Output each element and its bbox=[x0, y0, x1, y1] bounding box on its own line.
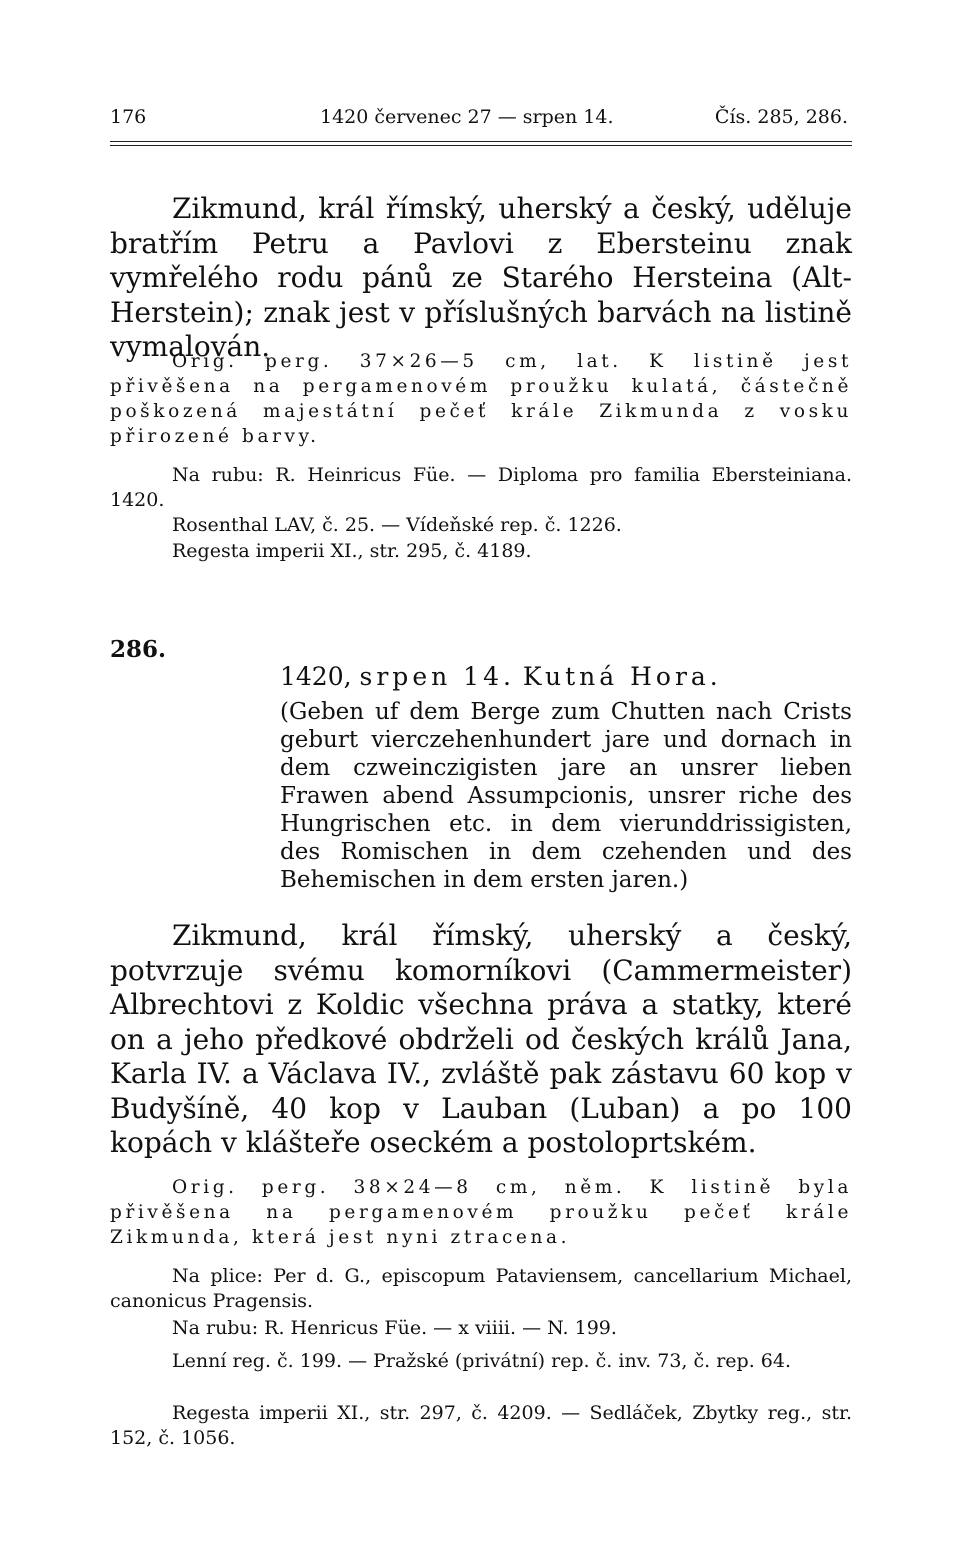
header-rule-bottom bbox=[110, 145, 852, 146]
dateline-year: 1420, bbox=[280, 662, 352, 691]
dateline-place: Kutná Hora. bbox=[522, 662, 722, 691]
doc285-summary: Zikmund, král římský, uherský a český, uděluje bratřím Petru a Pavlovi z Ebersteinu znak vymřelého rodu pánů ze Starého Hersteina (Alt-Herstein); znak jest v příslušných barvách na listině vymalován. bbox=[110, 192, 852, 363]
doc285-note-1: Na rubu: R. Heinricus Füe. — Diploma pro familia Ebersteiniana. 1420. bbox=[110, 464, 852, 511]
doc286-summary: Zikmund, král římský, uherský a český, potvrzuje svému komorníkovi (Cammermeister) Albrechtovi z Koldic všechna práva a statky, které on a jeho předkové obdrželi od českých králů Jana, Karla IV. a Václava IV., zvláště pak zástavu 60 kop v Budyšíně, 40 kop v Lauban (Luban) a po 100 kopách v klášteře oseckém a postoloprtském. bbox=[110, 919, 852, 1159]
header-rule-top bbox=[110, 141, 852, 142]
doc286-original-text: (Geben uf dem Berge zum Chutten nach Crists geburt vierczehenhundert jare und dornach in dem czweinczigisten jare an unsrer lieben Frawen abend Assumpcionis, unsrer riche des Hungrischen etc. in dem vierunddrissigisten, des Romischen in dem czehenden und des Behemischen in dem ersten jaren.) bbox=[280, 699, 852, 893]
running-head-date-range: 1420 červenec 27 — srpen 14. bbox=[320, 106, 614, 128]
document-page bbox=[110, 0, 852, 1543]
running-head bbox=[110, 102, 852, 136]
doc286-number: 286. bbox=[110, 636, 167, 663]
dateline-month-day: srpen 14. bbox=[359, 662, 515, 691]
doc285-note-2: Rosenthal LAV, č. 25. — Vídeňské rep. č. 1226. bbox=[172, 514, 622, 536]
doc286-note-3: Lenní reg. č. 199. — Pražské (privátní) rep. č. inv. 73, č. rep. 64. bbox=[172, 1350, 791, 1372]
doc285-description: Orig. perg. 37×26—5 cm, lat. K listině jest přivěšena na pergamenovém proužku kulatá, částečně poškozená majestátní pečeť krále Zikmunda z vosku přirozené barvy. bbox=[110, 351, 852, 447]
doc285-note-3: Regesta imperii XI., str. 295, č. 4189. bbox=[172, 540, 532, 562]
doc286-note-2: Na rubu: R. Henricus Füe. — x viiii. — N. 199. bbox=[172, 1317, 617, 1339]
doc286-note-1: Na plice: Per d. G., episcopum Pataviensem, cancellarium Michael, canonicus Pragensis. bbox=[110, 1265, 852, 1312]
running-head-doc-numbers: Čís. 285, 286. bbox=[714, 106, 848, 128]
doc286-description: Orig. perg. 38×24—8 cm, něm. K listině byla přivěšena na pergamenovém proužku pečeť krále Zikmunda, která jest nyni ztracena. bbox=[110, 1177, 852, 1248]
doc286-note-4: Regesta imperii XI., str. 297, č. 4209. — Sedláček, Zbytky reg., str. 152, č. 1056. bbox=[110, 1402, 852, 1449]
doc286-dateline bbox=[280, 660, 722, 694]
page-number: 176 bbox=[110, 106, 147, 128]
